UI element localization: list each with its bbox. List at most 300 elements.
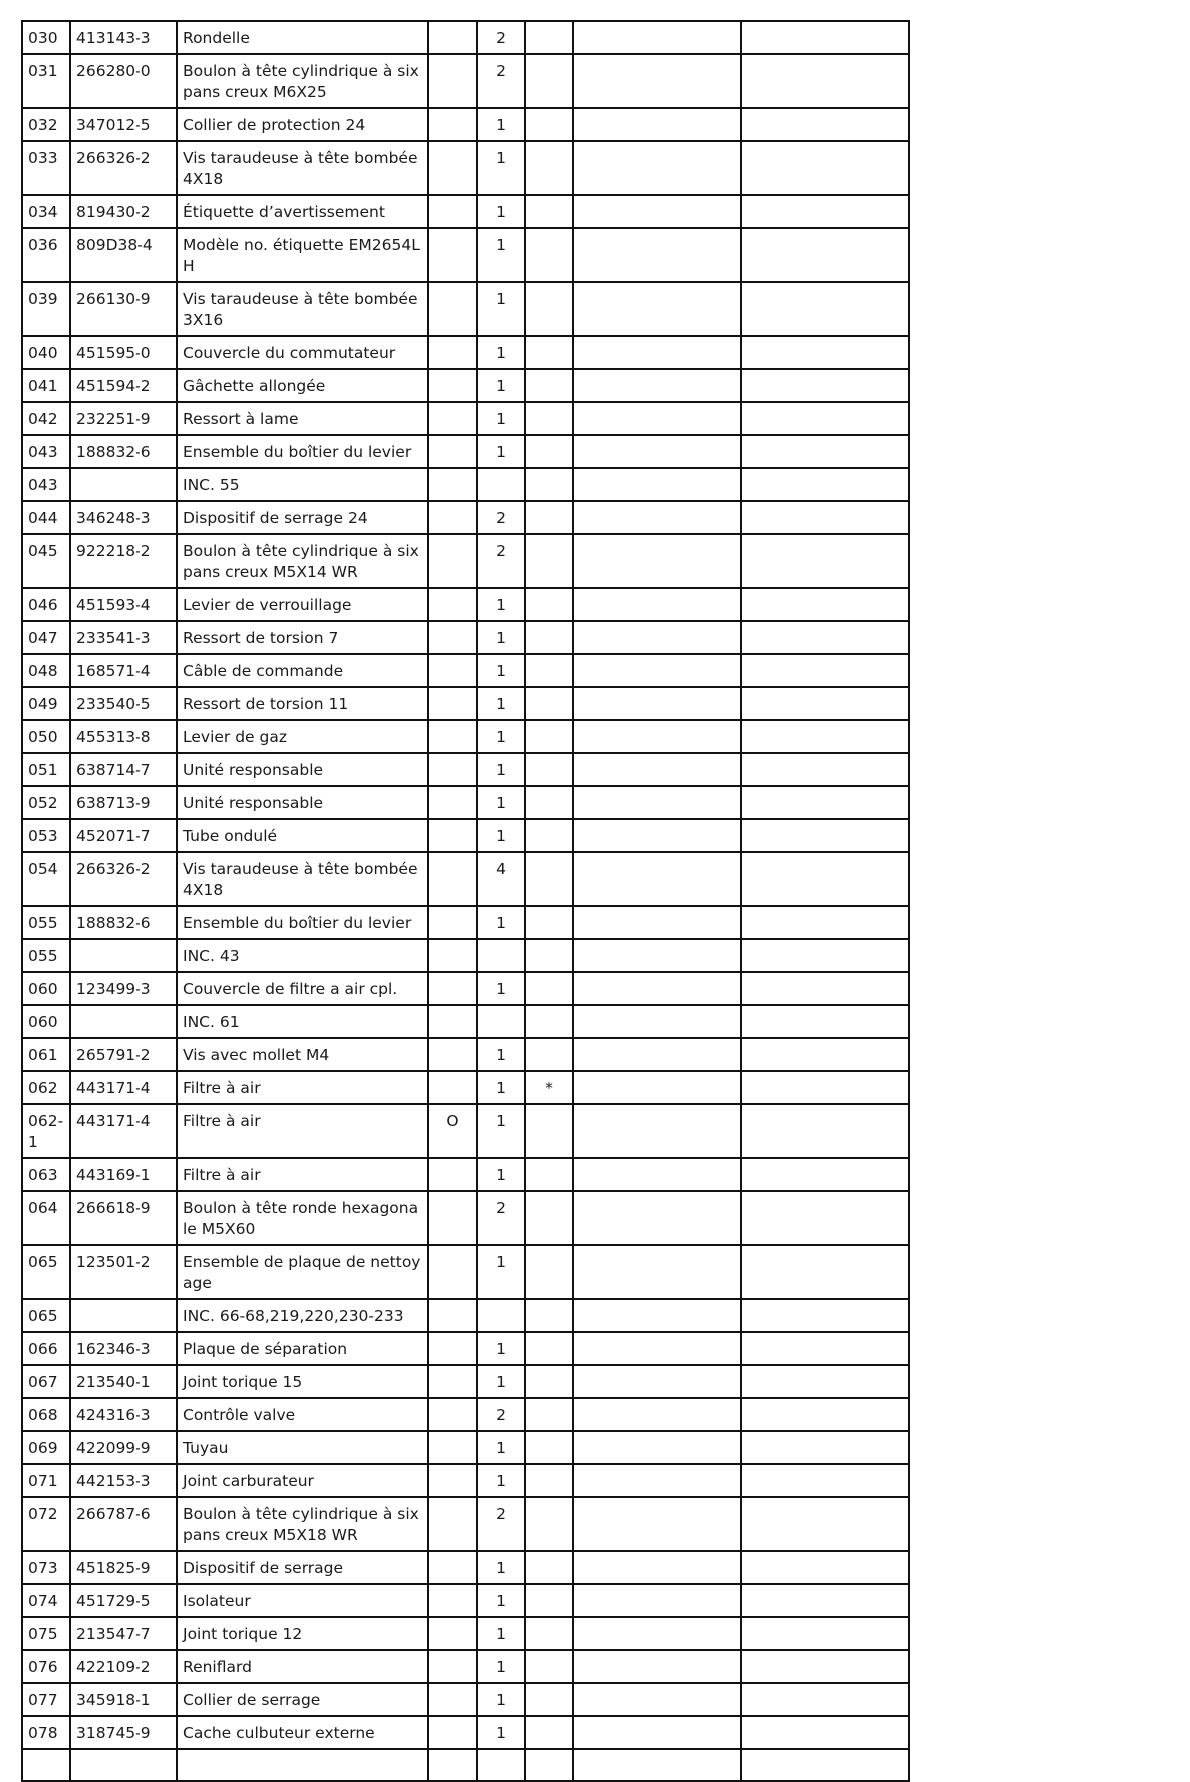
note-cell — [525, 1005, 573, 1038]
empty-cell — [741, 1749, 909, 1781]
empty-cell — [741, 1584, 909, 1617]
item-number-cell: 072 — [22, 1497, 70, 1551]
quantity-cell — [477, 468, 525, 501]
table-row — [22, 501, 909, 534]
empty-cell — [741, 588, 909, 621]
part-number-cell: 638713-9 — [70, 786, 177, 819]
empty-cell — [573, 972, 741, 1005]
item-number-cell: 055 — [22, 906, 70, 939]
quantity-cell: 2 — [477, 501, 525, 534]
empty-cell — [741, 786, 909, 819]
description-cell: Vis taraudeuse à tête bombée 3X16 — [177, 282, 428, 336]
table-row — [22, 1398, 909, 1431]
option-cell — [428, 753, 477, 786]
item-number-cell: 062 — [22, 1071, 70, 1104]
option-cell — [428, 1650, 477, 1683]
description-cell: Vis taraudeuse à tête bombée 4X18 — [177, 141, 428, 195]
empty-cell — [741, 687, 909, 720]
table-row — [22, 1464, 909, 1497]
option-cell — [428, 336, 477, 369]
table-row — [22, 1005, 909, 1038]
part-number-cell: 422099-9 — [70, 1431, 177, 1464]
note-cell — [525, 1464, 573, 1497]
table-row — [22, 1299, 909, 1332]
item-number-cell: 073 — [22, 1551, 70, 1584]
part-number-cell — [70, 1299, 177, 1332]
note-cell — [525, 1158, 573, 1191]
table-row — [22, 534, 909, 588]
option-cell — [428, 1245, 477, 1299]
part-number-cell: 451595-0 — [70, 336, 177, 369]
quantity-cell: 1 — [477, 1431, 525, 1464]
item-number-cell: 053 — [22, 819, 70, 852]
table-row — [22, 1332, 909, 1365]
description-cell: Ensemble du boîtier du levier — [177, 435, 428, 468]
description-cell: Couvercle du commutateur — [177, 336, 428, 369]
description-cell: Levier de gaz — [177, 720, 428, 753]
empty-cell — [741, 1005, 909, 1038]
empty-cell — [573, 1497, 741, 1551]
table-row — [22, 1071, 909, 1104]
option-cell — [428, 1683, 477, 1716]
quantity-cell: 1 — [477, 753, 525, 786]
empty-cell — [741, 852, 909, 906]
option-cell — [428, 1398, 477, 1431]
part-number-cell: 442153-3 — [70, 1464, 177, 1497]
option-cell — [428, 621, 477, 654]
item-number-cell: 030 — [22, 21, 70, 54]
item-number-cell: 061 — [22, 1038, 70, 1071]
description-cell: Vis taraudeuse à tête bombée 4X18 — [177, 852, 428, 906]
option-cell — [428, 21, 477, 54]
empty-cell — [573, 1038, 741, 1071]
description-cell: Ressort de torsion 7 — [177, 621, 428, 654]
part-number-cell: 266130-9 — [70, 282, 177, 336]
empty-cell — [573, 1551, 741, 1584]
quantity-cell: 2 — [477, 21, 525, 54]
quantity-cell: 1 — [477, 336, 525, 369]
description-cell: Boulon à tête cylindrique à six pans creux M5X18 WR — [177, 1497, 428, 1551]
empty-cell — [741, 1038, 909, 1071]
description-cell: Tuyau — [177, 1431, 428, 1464]
description-cell: Ensemble de plaque de nettoyage — [177, 1245, 428, 1299]
table-row — [22, 1104, 909, 1158]
item-number-cell: 051 — [22, 753, 70, 786]
option-cell — [428, 468, 477, 501]
empty-cell — [741, 1365, 909, 1398]
description-cell: Joint carburateur — [177, 1464, 428, 1497]
parts-table-body — [22, 21, 909, 1781]
option-cell — [428, 228, 477, 282]
empty-cell — [573, 468, 741, 501]
description-cell: Couvercle de filtre a air cpl. — [177, 972, 428, 1005]
table-row — [22, 852, 909, 906]
table-row — [22, 1617, 909, 1650]
note-cell — [525, 108, 573, 141]
part-number-cell — [70, 939, 177, 972]
note-cell — [525, 1299, 573, 1332]
quantity-cell: 2 — [477, 1497, 525, 1551]
part-number-cell: 265791-2 — [70, 1038, 177, 1071]
note-cell — [525, 1683, 573, 1716]
option-cell — [428, 1749, 477, 1781]
option-cell — [428, 852, 477, 906]
empty-cell — [741, 1716, 909, 1749]
note-cell — [525, 753, 573, 786]
quantity-cell: 1 — [477, 1104, 525, 1158]
item-number-cell: 060 — [22, 972, 70, 1005]
option-cell — [428, 369, 477, 402]
table-row — [22, 1497, 909, 1551]
empty-cell — [741, 1431, 909, 1464]
quantity-cell: 1 — [477, 195, 525, 228]
table-row — [22, 336, 909, 369]
table-row — [22, 1716, 909, 1749]
table-row — [22, 687, 909, 720]
empty-cell — [573, 819, 741, 852]
option-cell — [428, 687, 477, 720]
note-cell — [525, 534, 573, 588]
quantity-cell: 1 — [477, 786, 525, 819]
table-row — [22, 1584, 909, 1617]
quantity-cell: 1 — [477, 1584, 525, 1617]
empty-cell — [573, 336, 741, 369]
quantity-cell: 1 — [477, 435, 525, 468]
part-number-cell: 266787-6 — [70, 1497, 177, 1551]
empty-cell — [573, 108, 741, 141]
empty-cell — [573, 141, 741, 195]
part-number-cell: 451729-5 — [70, 1584, 177, 1617]
note-cell — [525, 1749, 573, 1781]
note-cell — [525, 1245, 573, 1299]
quantity-cell: 1 — [477, 1650, 525, 1683]
note-cell — [525, 21, 573, 54]
note-cell — [525, 228, 573, 282]
part-number-cell: 188832-6 — [70, 435, 177, 468]
quantity-cell: 4 — [477, 852, 525, 906]
table-row — [22, 1245, 909, 1299]
part-number-cell: 266280-0 — [70, 54, 177, 108]
note-cell — [525, 588, 573, 621]
option-cell — [428, 1431, 477, 1464]
item-number-cell: 067 — [22, 1365, 70, 1398]
item-number-cell: 075 — [22, 1617, 70, 1650]
table-row — [22, 1431, 909, 1464]
item-number-cell: 041 — [22, 369, 70, 402]
empty-cell — [741, 228, 909, 282]
table-row — [22, 819, 909, 852]
empty-cell — [741, 534, 909, 588]
item-number-cell: 074 — [22, 1584, 70, 1617]
part-number-cell: 123499-3 — [70, 972, 177, 1005]
option-cell — [428, 654, 477, 687]
note-cell — [525, 1650, 573, 1683]
empty-cell — [573, 1749, 741, 1781]
table-row — [22, 402, 909, 435]
item-number-cell: 065 — [22, 1245, 70, 1299]
table-row — [22, 195, 909, 228]
part-number-cell: 266326-2 — [70, 141, 177, 195]
parts-list-table — [21, 20, 910, 1782]
empty-cell — [573, 1683, 741, 1716]
part-number-cell: 422109-2 — [70, 1650, 177, 1683]
option-cell — [428, 501, 477, 534]
description-cell: Boulon à tête cylindrique à six pans creux M5X14 WR — [177, 534, 428, 588]
part-number-cell: 345918-1 — [70, 1683, 177, 1716]
empty-cell — [573, 1617, 741, 1650]
option-cell — [428, 588, 477, 621]
empty-cell — [741, 468, 909, 501]
empty-cell — [573, 1104, 741, 1158]
item-number-cell: 069 — [22, 1431, 70, 1464]
description-cell: Collier de serrage — [177, 1683, 428, 1716]
option-cell — [428, 1464, 477, 1497]
item-number-cell: 039 — [22, 282, 70, 336]
note-cell — [525, 654, 573, 687]
note-cell — [525, 1617, 573, 1650]
empty-cell — [573, 1650, 741, 1683]
description-cell: Isolateur — [177, 1584, 428, 1617]
quantity-cell: 1 — [477, 369, 525, 402]
item-number-cell: 045 — [22, 534, 70, 588]
empty-cell — [573, 1245, 741, 1299]
table-row — [22, 1038, 909, 1071]
table-row — [22, 753, 909, 786]
part-number-cell: 413143-3 — [70, 21, 177, 54]
quantity-cell — [477, 1749, 525, 1781]
part-number-cell: 452071-7 — [70, 819, 177, 852]
note-cell — [525, 369, 573, 402]
part-number-cell: 233540-5 — [70, 687, 177, 720]
table-row — [22, 468, 909, 501]
part-number-cell — [70, 1749, 177, 1781]
item-number-cell — [22, 1749, 70, 1781]
quantity-cell: 1 — [477, 108, 525, 141]
empty-cell — [573, 1332, 741, 1365]
description-cell: Modèle no. étiquette EM2654LH — [177, 228, 428, 282]
empty-cell — [741, 21, 909, 54]
description-cell: INC. 55 — [177, 468, 428, 501]
table-row — [22, 588, 909, 621]
table-row — [22, 21, 909, 54]
item-number-cell: 034 — [22, 195, 70, 228]
item-number-cell: 066 — [22, 1332, 70, 1365]
table-row — [22, 369, 909, 402]
empty-cell — [741, 1158, 909, 1191]
part-number-cell: 424316-3 — [70, 1398, 177, 1431]
note-cell — [525, 141, 573, 195]
empty-cell — [741, 1299, 909, 1332]
empty-cell — [573, 501, 741, 534]
part-number-cell: 455313-8 — [70, 720, 177, 753]
item-number-cell: 068 — [22, 1398, 70, 1431]
empty-cell — [573, 1584, 741, 1617]
part-number-cell: 233541-3 — [70, 621, 177, 654]
quantity-cell: 1 — [477, 906, 525, 939]
option-cell — [428, 786, 477, 819]
empty-cell — [741, 402, 909, 435]
table-row — [22, 1683, 909, 1716]
option-cell: O — [428, 1104, 477, 1158]
item-number-cell: 042 — [22, 402, 70, 435]
quantity-cell: 2 — [477, 534, 525, 588]
empty-cell — [573, 1365, 741, 1398]
table-row — [22, 786, 909, 819]
part-number-cell: 232251-9 — [70, 402, 177, 435]
empty-cell — [741, 654, 909, 687]
empty-cell — [741, 720, 909, 753]
quantity-cell — [477, 939, 525, 972]
option-cell — [428, 1191, 477, 1245]
note-cell — [525, 786, 573, 819]
item-number-cell: 050 — [22, 720, 70, 753]
description-cell: Plaque de séparation — [177, 1332, 428, 1365]
description-cell: Dispositif de serrage — [177, 1551, 428, 1584]
item-number-cell: 043 — [22, 435, 70, 468]
note-cell — [525, 54, 573, 108]
part-number-cell: 123501-2 — [70, 1245, 177, 1299]
part-number-cell: 213547-7 — [70, 1617, 177, 1650]
option-cell — [428, 1299, 477, 1332]
part-number-cell — [70, 468, 177, 501]
description-cell: INC. 61 — [177, 1005, 428, 1038]
table-row — [22, 972, 909, 1005]
item-number-cell: 065 — [22, 1299, 70, 1332]
empty-cell — [573, 435, 741, 468]
item-number-cell: 060 — [22, 1005, 70, 1038]
item-number-cell: 064 — [22, 1191, 70, 1245]
option-cell — [428, 141, 477, 195]
empty-cell — [573, 753, 741, 786]
option-cell — [428, 435, 477, 468]
description-cell: Ressort à lame — [177, 402, 428, 435]
empty-cell — [573, 621, 741, 654]
part-number-cell: 266618-9 — [70, 1191, 177, 1245]
table-row — [22, 108, 909, 141]
table-row — [22, 1365, 909, 1398]
note-cell — [525, 1365, 573, 1398]
empty-cell — [741, 1650, 909, 1683]
note-cell — [525, 336, 573, 369]
note-cell — [525, 435, 573, 468]
part-number-cell: 168571-4 — [70, 654, 177, 687]
empty-cell — [573, 654, 741, 687]
quantity-cell: 1 — [477, 588, 525, 621]
table-row — [22, 1650, 909, 1683]
part-number-cell: 451825-9 — [70, 1551, 177, 1584]
item-number-cell: 040 — [22, 336, 70, 369]
item-number-cell: 048 — [22, 654, 70, 687]
description-cell: Filtre à air — [177, 1158, 428, 1191]
option-cell — [428, 1551, 477, 1584]
description-cell: Câble de commande — [177, 654, 428, 687]
description-cell: Ensemble du boîtier du levier — [177, 906, 428, 939]
note-cell — [525, 621, 573, 654]
note-cell — [525, 282, 573, 336]
empty-cell — [741, 1071, 909, 1104]
empty-cell — [741, 1551, 909, 1584]
item-number-cell: 049 — [22, 687, 70, 720]
empty-cell — [573, 228, 741, 282]
part-number-cell: 188832-6 — [70, 906, 177, 939]
option-cell — [428, 939, 477, 972]
quantity-cell — [477, 1299, 525, 1332]
empty-cell — [573, 720, 741, 753]
description-cell: Vis avec mollet M4 — [177, 1038, 428, 1071]
empty-cell — [573, 906, 741, 939]
quantity-cell: 1 — [477, 1071, 525, 1104]
table-row — [22, 282, 909, 336]
empty-cell — [573, 1005, 741, 1038]
note-cell — [525, 1104, 573, 1158]
empty-cell — [741, 195, 909, 228]
note-cell — [525, 720, 573, 753]
empty-cell — [741, 906, 909, 939]
note-cell — [525, 1398, 573, 1431]
note-cell — [525, 1497, 573, 1551]
note-cell — [525, 852, 573, 906]
empty-cell — [573, 1431, 741, 1464]
quantity-cell: 1 — [477, 402, 525, 435]
note-cell — [525, 195, 573, 228]
empty-cell — [741, 141, 909, 195]
part-number-cell: 162346-3 — [70, 1332, 177, 1365]
empty-cell — [573, 54, 741, 108]
empty-cell — [741, 1617, 909, 1650]
table-row — [22, 1551, 909, 1584]
note-cell: * — [525, 1071, 573, 1104]
empty-cell — [573, 1716, 741, 1749]
empty-cell — [741, 1245, 909, 1299]
description-cell: Gâchette allongée — [177, 369, 428, 402]
empty-cell — [573, 687, 741, 720]
description-cell: INC. 66-68,219,220,230-233 — [177, 1299, 428, 1332]
quantity-cell: 1 — [477, 282, 525, 336]
option-cell — [428, 195, 477, 228]
option-cell — [428, 1158, 477, 1191]
item-number-cell: 054 — [22, 852, 70, 906]
table-row — [22, 228, 909, 282]
note-cell — [525, 1332, 573, 1365]
part-number-cell — [70, 1005, 177, 1038]
description-cell: Boulon à tête cylindrique à six pans creux M6X25 — [177, 54, 428, 108]
part-number-cell: 451593-4 — [70, 588, 177, 621]
empty-cell — [573, 534, 741, 588]
empty-cell — [573, 282, 741, 336]
table-row — [22, 654, 909, 687]
quantity-cell: 1 — [477, 720, 525, 753]
part-number-cell: 443171-4 — [70, 1071, 177, 1104]
empty-cell — [741, 939, 909, 972]
note-cell — [525, 906, 573, 939]
note-cell — [525, 1716, 573, 1749]
option-cell — [428, 1584, 477, 1617]
table-row — [22, 906, 909, 939]
description-cell: Joint torique 12 — [177, 1617, 428, 1650]
option-cell — [428, 720, 477, 753]
table-row — [22, 1749, 909, 1781]
option-cell — [428, 534, 477, 588]
description-cell: Collier de protection 24 — [177, 108, 428, 141]
table-row — [22, 621, 909, 654]
empty-cell — [573, 1191, 741, 1245]
quantity-cell: 1 — [477, 1617, 525, 1650]
option-cell — [428, 819, 477, 852]
table-row — [22, 1191, 909, 1245]
quantity-cell: 1 — [477, 654, 525, 687]
option-cell — [428, 1005, 477, 1038]
empty-cell — [741, 1683, 909, 1716]
